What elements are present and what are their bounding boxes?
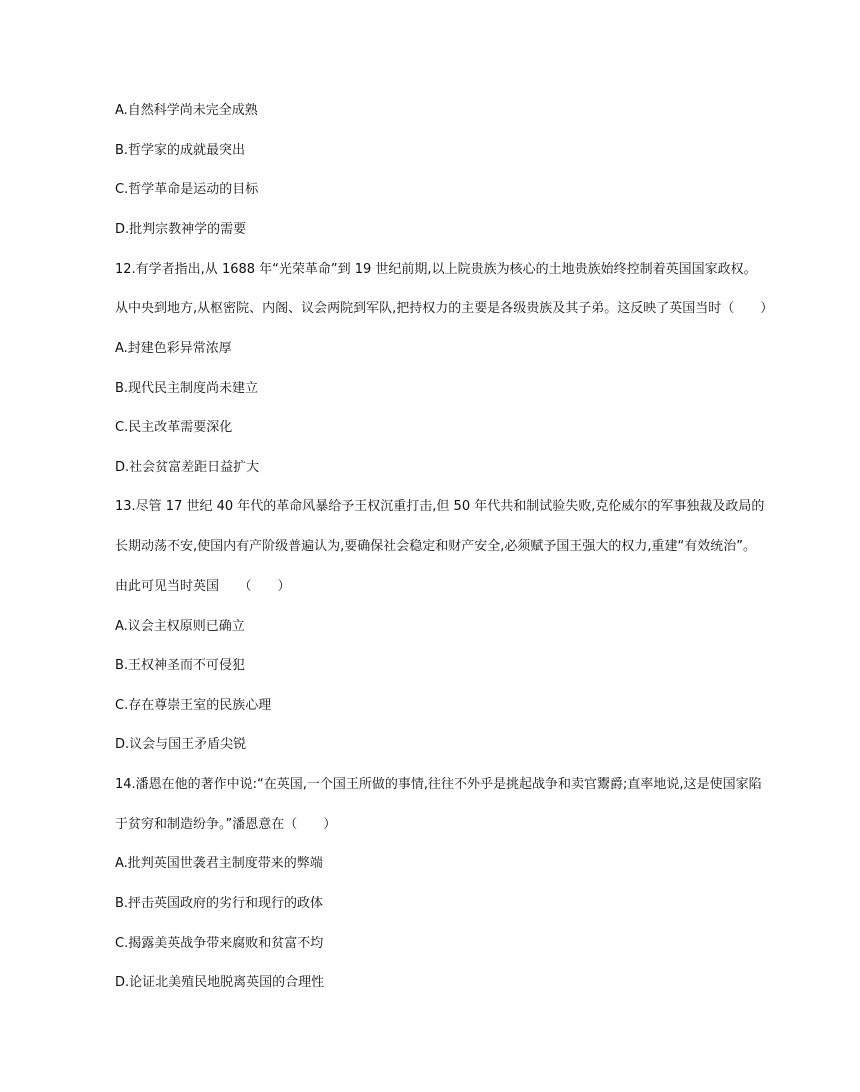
q11-option-c: C.哲学革命是运动的目标 [115,182,259,197]
q11-option-a: A.自然科学尚未完全成熟 [115,103,258,118]
q12-option-b: B.现代民主制度尚未建立 [115,381,259,396]
q13-stem-line-1: 13.尽管 17 世纪 40 年代的革命风暴给予王权沉重打击,但 50 年代共和制试验失败,克伦威尔的军事独裁及政局的 [115,499,765,514]
q13-stem-line-2: 长期动荡不安,使国内有产阶级普遍认为,要确保社会稳定和财产安全,必须赋予国王强大的权力,重建“有效统治”。 [115,539,756,554]
q11-option-d: D.批判宗教神学的需要 [115,222,247,237]
q14-stem-line-1: 14.潘恩在他的著作中说:“在英国,一个国王所做的事情,往往不外乎是挑起战争和卖官鬻爵;直率地说,这是使国家陷 [115,777,762,792]
q12-option-a: A.封建色彩异常浓厚 [115,341,232,356]
q12-stem-line-2: 从中央到地方,从枢密院、内阁、议会两院到军队,把持权力的主要是各级贵族及其子弟。这反映了英国当时（ ） [115,301,774,316]
q11-option-b: B.哲学家的成就最突出 [115,143,246,158]
q12-stem-line-1: 12.有学者指出,从 1688 年“光荣革命”到 19 世纪前期,以上院贵族为核心的土地贵族始终控制着英国国家政权。 [115,262,757,277]
q13-option-c: C.存在尊崇王室的民族心理 [115,698,272,713]
q13-option-b: B.王权神圣而不可侵犯 [115,658,246,673]
q13-option-d: D.议会与国王矛盾尖锐 [115,737,247,752]
q14-option-d: D.论证北美殖民地脱离英国的合理性 [115,975,325,990]
q12-option-d: D.社会贫富差距日益扩大 [115,460,260,475]
q13-option-a: A.议会主权原则已确立 [115,619,245,634]
q14-stem-line-2: 于贫穷和制造纷争。”潘恩意在（ ） [115,817,337,832]
q13-stem-line-3: 由此可见当时英国 （ ） [115,579,291,594]
q14-option-b: B.抨击英国政府的劣行和现行的政体 [115,896,324,911]
q14-option-a: A.批判英国世袭君主制度带来的弊端 [115,856,323,871]
q12-option-c: C.民主改革需要深化 [115,420,233,435]
q14-option-c: C.揭露美英战争带来腐败和贫富不均 [115,936,324,951]
